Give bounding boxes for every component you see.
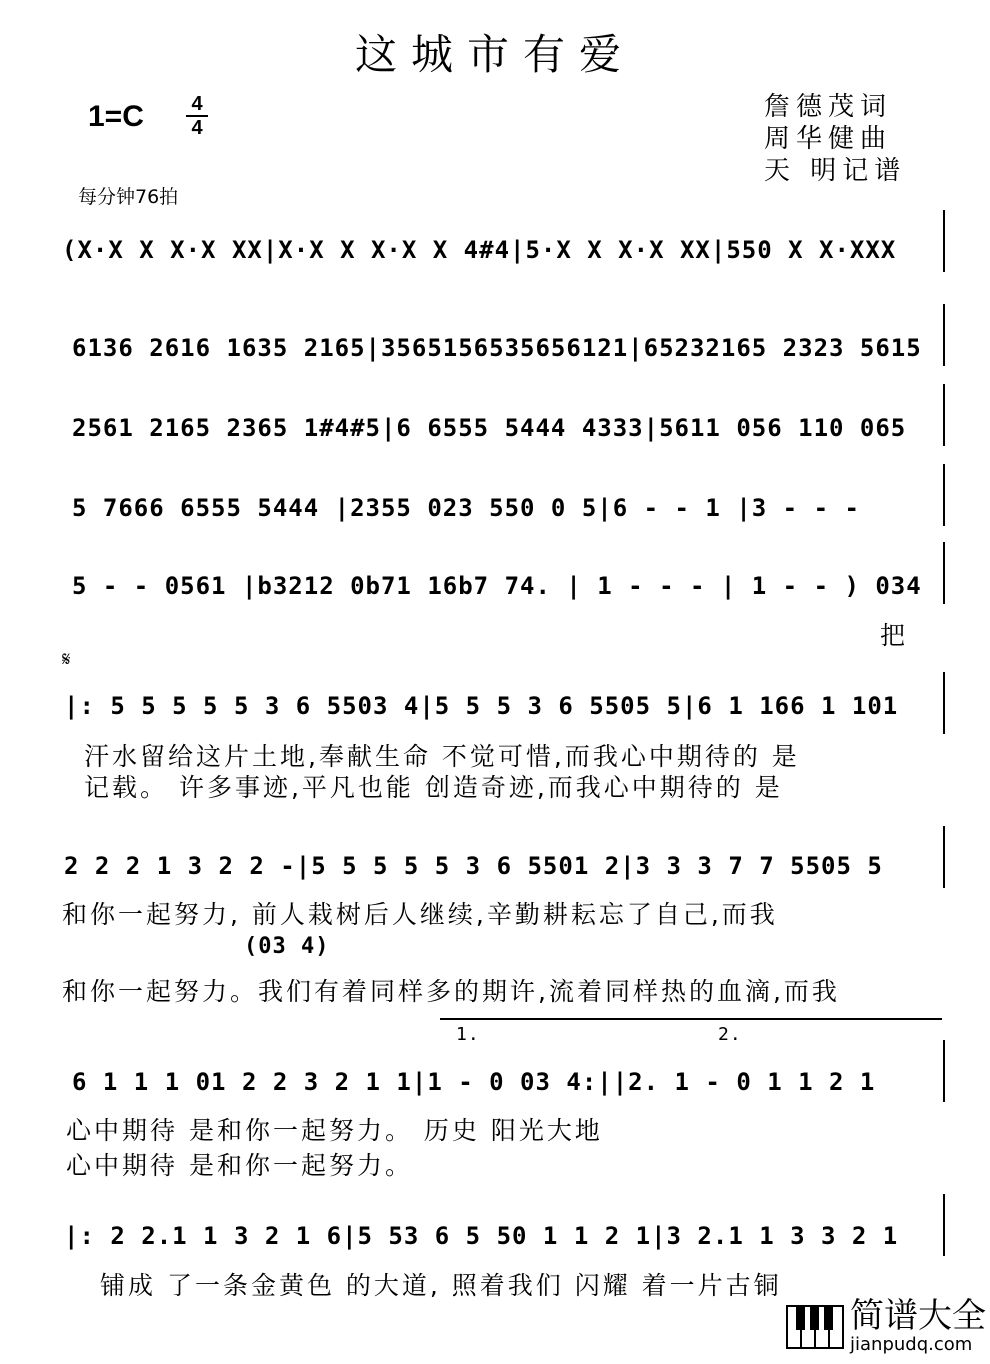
score-row-7: 2 2 2 1 3 2 2 -|5 5 5 5 5 3 6 5501 2|3 3 3 7 7 5505 5 xyxy=(64,852,883,880)
alternate-notes: (03 4) xyxy=(244,934,330,959)
lyric-verse2-row-8: 心中期待 是和你一起努力。 xyxy=(66,1151,413,1180)
time-signature-top: 4 xyxy=(191,93,203,115)
time-signature-bottom: 4 xyxy=(191,117,203,139)
barline-end xyxy=(943,384,945,446)
barline-end xyxy=(943,672,945,734)
lyric-pickup: 把 xyxy=(880,621,909,650)
score-row-8: 6 1 1 1 01 2 2 3 2 1 1|1 - 0 03 4:||2. 1 - 0 1 1 2 1 xyxy=(72,1068,876,1096)
song-title: 这城市有爱 xyxy=(354,30,635,79)
lyric-verse1-row-8: 心中期待 是和你一起努力。 历史 阳光大地 xyxy=(66,1116,603,1145)
first-ending-label: 1. xyxy=(456,1024,480,1045)
lyric-verse2-row-7: 和你一起努力。我们有着同样多的期许,流着同样热的血滴,而我 xyxy=(62,977,840,1006)
credit-lyricist: 詹德茂词 xyxy=(764,92,893,122)
lyric-verse1-row-9: 铺成 了一条金黄色 的大道, 照着我们 闪耀 着一片古铜 xyxy=(100,1271,782,1300)
score-row-9: |: 2 2.1 1 3 2 1 6|5 53 6 5 50 1 1 2 1|3 2.1 1 3 3 2 1 xyxy=(64,1222,899,1250)
lyric-verse1-row-7: 和你一起努力, 前人栽树后人继续,辛勤耕耘忘了自己,而我 xyxy=(62,900,778,929)
barline-end xyxy=(943,542,945,604)
barline-end xyxy=(943,1040,945,1102)
score-row-1: (X·X X X·X XX|X·X X X·X X 4#4|5·X X X·X XX|550 X X·XXX xyxy=(62,236,897,264)
watermark-name: 简谱大全 xyxy=(850,1296,986,1336)
score-row-6: |: 5 5 5 5 5 3 6 5503 4|5 5 5 3 6 5505 5|6 1 166 1 101 xyxy=(64,692,899,720)
score-row-3: 2561 2165 2365 1#4#5|6 6555 5444 4333|5611 056 110 065 xyxy=(72,414,907,442)
credit-composer: 周华健曲 xyxy=(764,124,893,154)
score-row-2: 6136 2616 1635 2165|3565156535656121|65232165 2323 5615 xyxy=(72,334,922,362)
tempo-marking: 每分钟76拍 xyxy=(78,186,179,208)
key-signature: 1=C xyxy=(88,100,144,133)
segno-sign: 𝄋 xyxy=(62,647,71,671)
barline-end xyxy=(943,826,945,888)
second-ending-label: 2. xyxy=(718,1024,742,1045)
ending-bracket xyxy=(440,1018,942,1020)
watermark-logo xyxy=(786,1298,986,1355)
barline-end xyxy=(943,1194,945,1256)
lyric-verse1-row-6: 汗水留给这片土地,奉献生命 不觉可惜,而我心中期待的 是 xyxy=(84,742,800,771)
credit-transcriber: 天 明记谱 xyxy=(764,156,907,186)
score-row-5: 5 - - 0561 |b3212 0b71 16b7 74. | 1 - - - | 1 - - ) 034 xyxy=(72,572,922,600)
watermark-url: jianpudq.com xyxy=(850,1334,973,1355)
score-row-4: 5 7666 6555 5444 |2355 023 550 0 5|6 - - 1 |3 - - - xyxy=(72,494,860,522)
piano-icon xyxy=(786,1305,844,1349)
barline-end xyxy=(943,304,945,366)
barline-end xyxy=(943,464,945,526)
lyric-verse2-row-6: 记载。 许多事迹,平凡也能 创造奇迹,而我心中期待的 是 xyxy=(84,773,783,802)
time-signature xyxy=(186,94,208,138)
barline-end xyxy=(943,210,945,272)
